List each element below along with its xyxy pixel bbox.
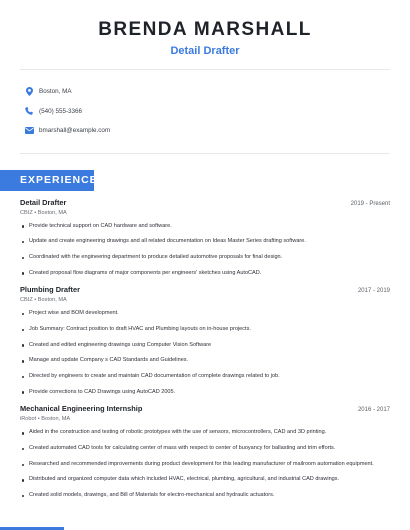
contact-phone-text: (540) 555-3366 xyxy=(39,107,83,115)
job-dates: 2019 - Present xyxy=(350,200,390,207)
job-bullet: Directed by engineers to create and maintain CAD documentation of complete drawings related to job. xyxy=(21,373,390,381)
job-bullet: Manage and update Company s CAD Standards and Guidelines. xyxy=(21,357,390,365)
job-bullets xyxy=(20,223,390,278)
job-bullet: Created solid models, drawings, and Bill of Materials for electro-mechanical and hydraulic actuators. xyxy=(21,492,390,500)
job-bullets xyxy=(20,429,390,499)
contact-divider xyxy=(20,153,390,154)
job-bullet: Job Summary: Contract position to draft HVAC and Plumbing layouts on in-house projects. xyxy=(21,326,390,334)
candidate-name: BRENDA MARSHALL xyxy=(98,19,312,40)
job-bullet: Provide technical support on CAD hardware and software. xyxy=(21,223,390,231)
experience-list xyxy=(0,198,410,500)
contact-location xyxy=(24,82,410,102)
job-bullet: Created and edited engineering drawings using Computer Vision Software xyxy=(21,342,390,350)
resume-header xyxy=(0,0,410,58)
job-dates: 2017 - 2019 xyxy=(357,288,390,295)
contact-email-text: bmarshall@example.com xyxy=(39,127,111,135)
contact-phone xyxy=(24,102,410,122)
email-icon xyxy=(24,126,34,136)
job-bullet: Update and create engineering drawings and all related documentation on Ideas Master Series drafting software. xyxy=(21,238,390,246)
job-bullet: Researched and recommended improvements during product development for this leading manufacturer of mailroom automation equipment. xyxy=(21,461,390,469)
job-bullet: Project wise and BOM development. xyxy=(21,310,390,318)
job-title: Plumbing Drafter xyxy=(20,285,80,295)
job-title: Mechanical Engineering Internship xyxy=(20,404,143,414)
contact-email xyxy=(24,121,410,141)
candidate-title: Detail Drafter xyxy=(170,45,240,57)
job-bullet: Coordinated with the engineering department to produce detailed automotive proposals for final design. xyxy=(21,254,390,262)
job-company: CBIZ • Boston, MA xyxy=(20,209,67,216)
job-bullet: Created automated CAD tools for calculating center of mass with respect to center of buoyancy for ballasting and trim efforts. xyxy=(21,445,390,453)
experience-heading: EXPERIENCE xyxy=(0,170,94,191)
job-entry xyxy=(20,198,390,278)
phone-icon xyxy=(24,106,34,116)
job-bullet: Aided in the construction and testing of robotic prototypes with the use of sensors, microcontrollers, CAD and 3D printing. xyxy=(21,429,390,437)
job-bullet: Provide corrections to CAD Drawings using AutoCAD 2005. xyxy=(21,389,390,397)
job-bullet: Distributed and organized computer data which included HVAC, electrical, plumbing, agricultural, and industrial CAD drawings. xyxy=(21,476,390,484)
job-bullets xyxy=(20,310,390,396)
job-entry xyxy=(20,404,390,499)
job-entry xyxy=(20,285,390,396)
job-company: CBIZ • Boston, MA xyxy=(20,297,67,304)
job-company: iRobot • Boston, MA xyxy=(20,416,71,423)
job-title: Detail Drafter xyxy=(20,197,67,207)
job-bullet: Created proposal flow diagrams of major components per engineers' sketches using AutoCAD. xyxy=(21,270,390,278)
location-pin-icon xyxy=(24,87,34,97)
job-dates: 2016 - 2017 xyxy=(357,407,390,414)
contact-info xyxy=(0,70,410,153)
contact-location-text: Boston, MA xyxy=(39,88,72,96)
